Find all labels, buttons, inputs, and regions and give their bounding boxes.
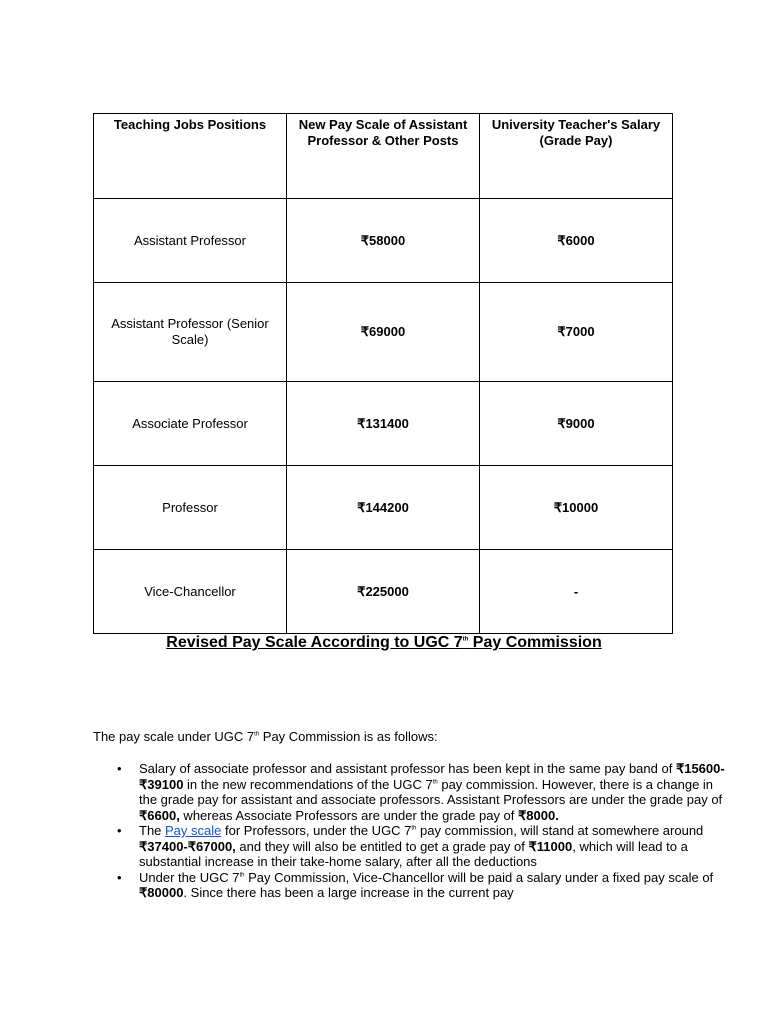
list-item [117, 869, 729, 901]
ordinal-suffix: th [239, 872, 245, 879]
bullet-list [93, 761, 729, 901]
grade-pay-cell: ₹9000 [480, 382, 673, 466]
position-cell: Professor [94, 466, 287, 550]
grade-pay-cell: - [480, 550, 673, 634]
intro-text-end: Pay Commission is as follows: [259, 729, 438, 744]
bullet-dot: • [117, 823, 122, 838]
table-row [94, 199, 673, 283]
pay-scale-cell: ₹58000 [287, 199, 480, 283]
list-item [117, 761, 729, 823]
bold-value: ₹37400-₹67000, [139, 838, 236, 854]
position-cell: Assistant Professor [94, 199, 287, 283]
intro-ordinal-suffix: th [254, 731, 260, 738]
position-cell: Associate Professor [94, 382, 287, 466]
bullet-text: Pay Commission, Vice-Chancellor will be paid a salary under a fixed pay scale of [244, 869, 714, 885]
intro-text-start: The pay scale under UGC 7 [93, 729, 255, 744]
bullet-text: , which will lead to a substantial increase in their take-home salary, after all the deductions [139, 838, 688, 869]
header-teaching-jobs-positions: Teaching Jobs Positions [94, 114, 287, 199]
pay-scale-cell: ₹225000 [287, 550, 480, 634]
bullet-text: for Professors, under the UGC 7 [221, 823, 412, 838]
bullet-dot: • [117, 761, 122, 776]
caption-text-start: Revised Pay Scale According to UGC 7 [166, 634, 463, 651]
bullet-text: whereas Associate Professors are under the grade pay of [179, 807, 519, 823]
header-grade-pay: University Teacher's Salary (Grade Pay) [480, 114, 673, 199]
table-row [94, 550, 673, 634]
position-cell: Vice-Chancellor [94, 550, 287, 634]
table-row [94, 466, 673, 550]
table-caption [0, 633, 768, 653]
bold-value: ₹8000. [518, 807, 559, 823]
bullet-text: pay commission. However, there is a change in the grade pay for assistant and associate professors. Assistant Professors are under the grade pay of [139, 776, 723, 807]
bold-value: ₹15600-₹39100 [139, 761, 725, 792]
table-header-row [94, 114, 673, 199]
pay-scale-cell: ₹131400 [287, 382, 480, 466]
bullet-text: pay commission, will stand at somewhere around [416, 823, 704, 838]
bullet-text: and they will also be entitled to get a grade pay of [235, 838, 529, 854]
position-cell: Assistant Professor (Senior Scale) [94, 283, 287, 382]
bold-value: ₹6600, [139, 807, 180, 823]
bullet-text: in the new recommendations of the UGC 7 [183, 776, 433, 792]
bullet-dot: • [117, 869, 122, 885]
grade-pay-cell: ₹6000 [480, 199, 673, 283]
bold-value: ₹11000 [528, 838, 573, 854]
grade-pay-cell: ₹7000 [480, 283, 673, 382]
table-row [94, 382, 673, 466]
list-item [117, 823, 729, 870]
bullet-text: The [139, 823, 166, 838]
bullet-text: Under the UGC 7 [139, 869, 240, 885]
ordinal-suffix: th [432, 779, 438, 786]
table-row [94, 283, 673, 382]
pay-scale-table [93, 113, 673, 634]
ordinal-suffix: th [411, 825, 417, 832]
caption-text-end: Pay Commission [468, 634, 602, 651]
bold-value: ₹80000 [139, 885, 184, 900]
grade-pay-cell: ₹10000 [480, 466, 673, 550]
bullet-text: . Since there has been a large increase in the current pay [183, 885, 514, 900]
header-new-pay-scale: New Pay Scale of Assistant Professor & Other Posts [287, 114, 480, 199]
intro-paragraph [93, 729, 438, 745]
pay-scale-cell: ₹144200 [287, 466, 480, 550]
pay-scale-link[interactable]: Pay scale [165, 823, 222, 838]
bullet-text: Salary of associate professor and assistant professor has been kept in the same pay band of [139, 761, 676, 776]
pay-scale-cell: ₹69000 [287, 283, 480, 382]
caption-ordinal-suffix: th [462, 636, 469, 643]
